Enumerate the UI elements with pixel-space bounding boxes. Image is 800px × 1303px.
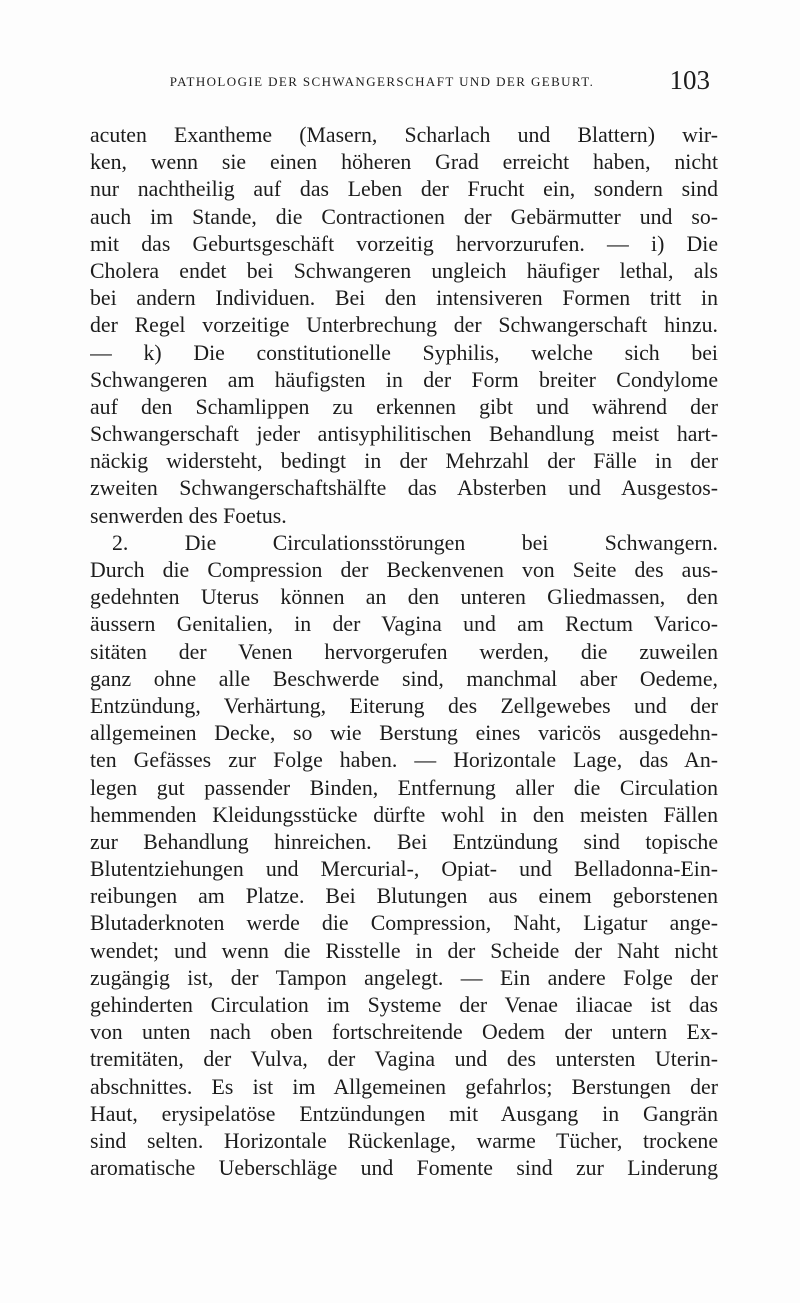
text-line: allgemeinen Decke, so wie Berstung eines varicös ausgedehn-	[90, 721, 718, 746]
text-line: Blutaderknoten werde die Compression, Naht, Ligatur ange-	[90, 911, 718, 936]
text-line: Schwangeren am häufigsten in der Form breiter Condylome	[90, 367, 718, 392]
text-line: ken, wenn sie einen höheren Grad erreicht haben, nicht	[90, 150, 718, 175]
text-line: — k) Die constitutionelle Syphilis, welche sich bei	[90, 340, 718, 365]
text-line: ganz ohne alle Beschwerde sind, manchmal aber Oedeme,	[90, 666, 718, 691]
text-line: äussern Genitalien, in der Vagina und am Rectum Varico-	[90, 612, 718, 637]
text-line: zugängig ist, der Tampon angelegt. — Ein andere Folge der	[90, 965, 718, 990]
text-line: von unten nach oben fortschreitende Oedem der untern Ex-	[90, 1020, 718, 1045]
text-line: auf den Schamlippen zu erkennen gibt und während der	[90, 394, 718, 419]
text-line: acuten Exantheme (Masern, Scharlach und Blattern) wir-	[90, 123, 718, 147]
text-line: nur nachtheilig auf das Leben der Frucht ein, sondern sind	[90, 177, 718, 202]
text-line: aromatische Ueberschläge und Fomente sind zur Linderung	[90, 1156, 718, 1181]
text-line: der Regel vorzeitige Unterbrechung der Schwangerschaft hinzu.	[90, 313, 718, 338]
text-line: hemmenden Kleidungsstücke dürfte wohl in den meisten Fällen	[90, 802, 718, 827]
running-head	[110, 64, 710, 96]
text-line: 2. Die Circulationsstörungen bei Schwangern.	[112, 530, 718, 555]
text-line: Haut, erysipelatöse Entzündungen mit Ausgang in Gangrän	[90, 1101, 718, 1126]
text-line: legen gut passender Binden, Entfernung aller die Circulation	[90, 775, 718, 800]
text-line: zweiten Schwangerschaftshälfte das Absterben und Ausgestos-	[90, 476, 718, 501]
text-line: ten Gefässes zur Folge haben. — Horizontale Lage, das An-	[90, 748, 718, 773]
text-line: Blutentziehungen und Mercurial-, Opiat- und Belladonna-Ein-	[90, 857, 718, 882]
text-line: tremitäten, der Vulva, der Vagina und des untersten Uterin-	[90, 1047, 718, 1072]
text-line: zur Behandlung hinreichen. Bei Entzündung sind topische	[90, 829, 718, 854]
text-line: sind selten. Horizontale Rückenlage, warme Tücher, trockene	[90, 1128, 718, 1153]
text-line: mit das Geburtsgeschäft vorzeitig hervorzurufen. — i) Die	[90, 231, 718, 256]
text-line: abschnittes. Es ist im Allgemeinen gefahrlos; Berstungen der	[90, 1074, 718, 1099]
text-line: Entzündung, Verhärtung, Eiterung des Zellgewebes und der	[90, 693, 718, 718]
text-line: reibungen am Platze. Bei Blutungen aus einem geborstenen	[90, 884, 718, 909]
text-line: wendet; und wenn die Risstelle in der Scheide der Naht nicht	[90, 938, 718, 963]
text-line: Schwangerschaft jeder antisyphilitischen Behandlung meist hart-	[90, 422, 718, 447]
text-line: sitäten der Venen hervorgerufen werden, die zuweilen	[90, 639, 718, 664]
page-number: 103	[669, 65, 710, 95]
text-line: bei andern Individuen. Bei den intensiveren Formen tritt in	[90, 286, 718, 311]
text-line: gedehnten Uterus können an den unteren Gliedmassen, den	[90, 585, 718, 610]
body-text	[90, 122, 718, 1182]
text-line: Durch die Compression der Beckenvenen von Seite des aus-	[90, 558, 718, 582]
running-head-title: PATHOLOGIE DER SCHWANGERSCHAFT UND DER GEBURT.	[169, 74, 595, 89]
text-line: senwerden des Foetus.	[90, 503, 287, 528]
text-line: gehinderten Circulation im Systeme der Venae iliacae ist das	[90, 993, 718, 1017]
text-line: auch im Stande, die Contractionen der Gebärmutter und so-	[90, 204, 718, 229]
text-line: Cholera endet bei Schwangeren ungleich häufiger lethal, als	[90, 258, 718, 283]
text-line: näckig widersteht, bedingt in der Mehrzahl der Fälle in der	[90, 449, 718, 474]
